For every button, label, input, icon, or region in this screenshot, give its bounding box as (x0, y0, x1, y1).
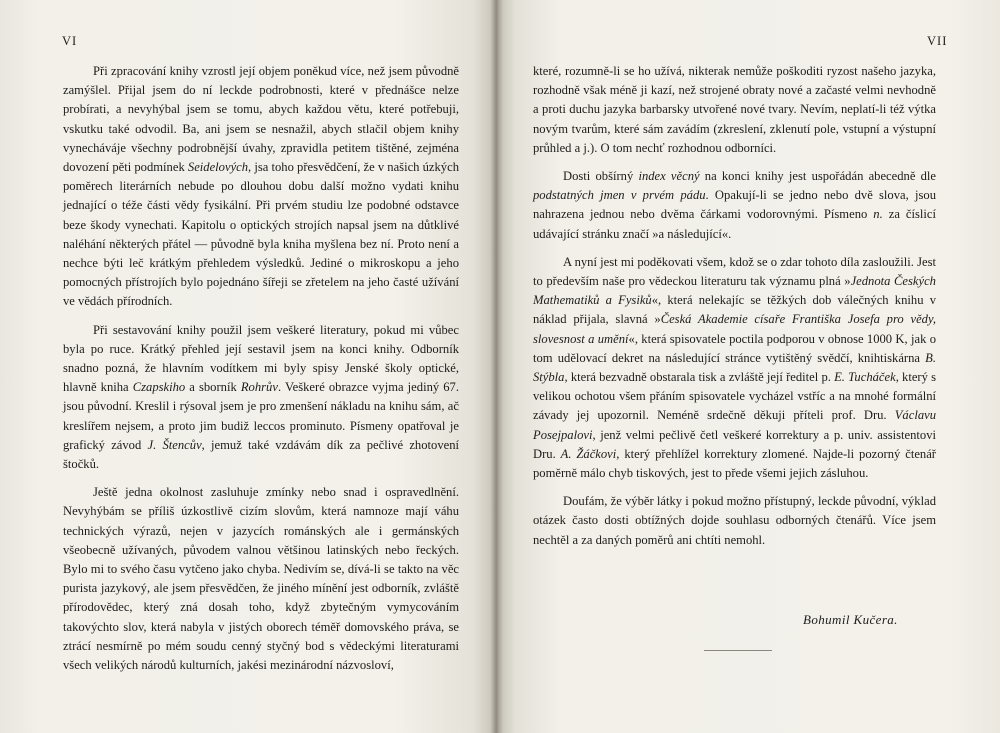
paragraph (533, 253, 936, 483)
italic-text: A. Žáčkovi (560, 446, 617, 461)
text-run: za číslicí udávající stránku značí »a následující«. (533, 207, 936, 241)
italic-text: B. Stýbla (533, 350, 936, 385)
text-run: , jsa toho přesvědčení, že v našich úzkých poměrech literárních nebude po dlouhou dobu další možno vydati knihu jednající o téže části vědy fysikální. Při prvém studiu lze podobné odstavce beze škody vynechati. Kapitolu o optických strojích napsal jsem na důtklivé naléhání některých přátel — původně byla kniha myšlena bez ní. Proto není a nechce býti leč krátkým přehledem výsledků. Jediné o mikroskopu a jeho pomocných přístrojích bylo pojednáno šířeji se zřetelem na jeho časté užívání ve vědách přírodních. (63, 160, 459, 309)
text-run: a sborník (185, 380, 241, 395)
italic-text: Česká Akademie císaře Františka Josefa pro vědy, slovesnost a umění (533, 312, 936, 346)
text-run: «, která nelekajíc se těžkých dob válečných knihu v náklad přijala, slavná » (533, 293, 936, 327)
italic-text: podstatných jmen v prvém pádu (533, 188, 706, 203)
italic-text: Rohrův (240, 380, 278, 395)
italic-text: n. (873, 207, 883, 222)
paragraph (533, 492, 936, 550)
text-run: «, která spisovatele poctila podporou v obnose 1000 K, jak o tom udělovací dekret na následující stránce vytištěný svědčí, knihtiskárna (533, 331, 936, 365)
italic-text: Czapskiho (132, 380, 186, 395)
text-run: A nyní jest mi poděkovati všem, kdož se o zdar tohoto díla zasloužili. Jest to především naše pro vědeckou literaturu tak významu plná » (533, 254, 936, 289)
paragraph (533, 167, 936, 244)
paragraph (533, 62, 936, 158)
paragraph (63, 483, 459, 675)
text-run: . Opakují-li se jedno nebo dvě slova, jsou nahrazena jednou nebo dvěma čárkami vodorovnými. Písmeno (533, 188, 936, 222)
paragraph (63, 321, 459, 475)
paragraph (63, 62, 459, 312)
text-run: které, rozumně-li se ho užívá, nikterak nemůže poškoditi ryzost našeho jazyka, rozhodně však méně ji kazí, než strojené obraty nové a začasté velmi nevhodně a proti duchu jazyka barbarsky utvořené nové tvary. Nevím, neplatí-li též výtka novým tvarům, které sám zavádím (zkreslení, zklenutí pole, vstupní a výstupní průhled a j.). O tom nechť rozhodnou odborníci. (533, 64, 936, 155)
italic-text: J. Štencův (147, 437, 202, 452)
italic-text: Jednota Českých Mathematiků a Fysiků (533, 274, 936, 308)
right-page-text (533, 62, 936, 559)
text-run: na konci knihy jest uspořádán abecedně dle (699, 169, 936, 184)
left-page-text (63, 62, 459, 684)
text-run: , jenž velmi pečlivě četl veškeré korrektury a p. univ. assistentovi Dru. (533, 427, 936, 461)
text-run: Při sestavování knihy použil jsem veškeré literatury, pokud mi vůbec byla po ruce. Krátký přehled její sestavil jsem na konci knihy. Odborník snadno pozná, že hlavním vodítkem mi byly spisy Jenské školy optické, hlavně kniha (63, 322, 459, 395)
italic-text: Václavu Posejpalovi (533, 408, 936, 442)
page-number-left: VI (62, 34, 78, 48)
italic-text: index věcný (638, 169, 700, 184)
closing-rule (704, 650, 772, 651)
text-run: . Veškeré obrazce vyjma jediný 67. jsou původní. Kreslil i rýsoval jsem je pro zmenšení nákladu na knihu sám, ač kreslířem nejsem, a proto jim budiž leccos prominuto. Písmeny opatřoval je grafický závod (63, 380, 459, 452)
text-run: Ještě jedna okolnost zasluhuje zmínky nebo snad i ospravedlnění. Nevyhýbám se příliš úzkostlivě cizím slovům, která namnoze mají váhu technických výrazů, nejen v jazycích románských ale i germánských všeobecně užívaných, původem valnou většinou latinských nebo řeckých. Bylo mi to svého času vytčeno jako chyba. Nedivím se, dívá-li se takto na věc purista jazykový, ale jsem přesvědčen, že jiného mínění jest odborník, zvláště přírodovědec, který zná dosah toho, když zbytečným vymycováním takovýchto slov, která nabyla v jistých oborech téměř domovského práva, se ztrácí nesmírně po mém soudu cenný styčný bod s vědeckými literaturami všech velikých národů kulturních, jakési mezinárodní názvosloví, (63, 485, 459, 673)
text-run: , který přehlížel korrektury zlomené. Najde-li pozorný čtenář poměrně málo chyb tiskových, jest to přede všemi jejich zásluhou. (533, 446, 936, 481)
text-run: , jemuž také vzdávám dík za pečlivé zhotovení štočků. (63, 437, 459, 472)
text-run: , která bezvadně obstarala tisk a zvláště její ředitel p. (564, 370, 835, 385)
text-run: Dosti obšírný (563, 169, 639, 184)
text-run: , který s velikou ochotou všem přáním spisovatele vycházel vstříc a na mnohé formální závady jej upozornil. Neméně srdečně děkuji příteli prof. Dru. (533, 370, 936, 423)
author-signature: Bohumil Kučera. (803, 612, 898, 627)
book-gutter (490, 0, 504, 733)
page-number-right: VII (927, 34, 948, 48)
text-run: Doufám, že výběr látky i pokud možno přístupný, leckde původní, výklad otázek často dosti obtížných dojde souhlasu odborných čtenářů. Více jsem nechtěl a za daných poměrů ani chtíti nemohl. (533, 494, 936, 547)
text-run: Při zpracování knihy vzrostl její objem poněkud více, než jsem původně zamýšlel. Přijal jsem do ní leckde podrobnosti, které v přednášce nelze probírati, a nevyhýbal jsem se tomu, abych každou větu, které potřebuji, vskutku také odvodil. Ba, ani jsem se nesnažil, abych stlačil objem knihy vynecháváje všechny podrobnější úvahy, zpravidla petitem tištěné, zejména dovození pěti podmínek (63, 64, 459, 175)
italic-text: E. Tucháček (834, 370, 896, 385)
italic-text: Seidelových (187, 160, 249, 175)
